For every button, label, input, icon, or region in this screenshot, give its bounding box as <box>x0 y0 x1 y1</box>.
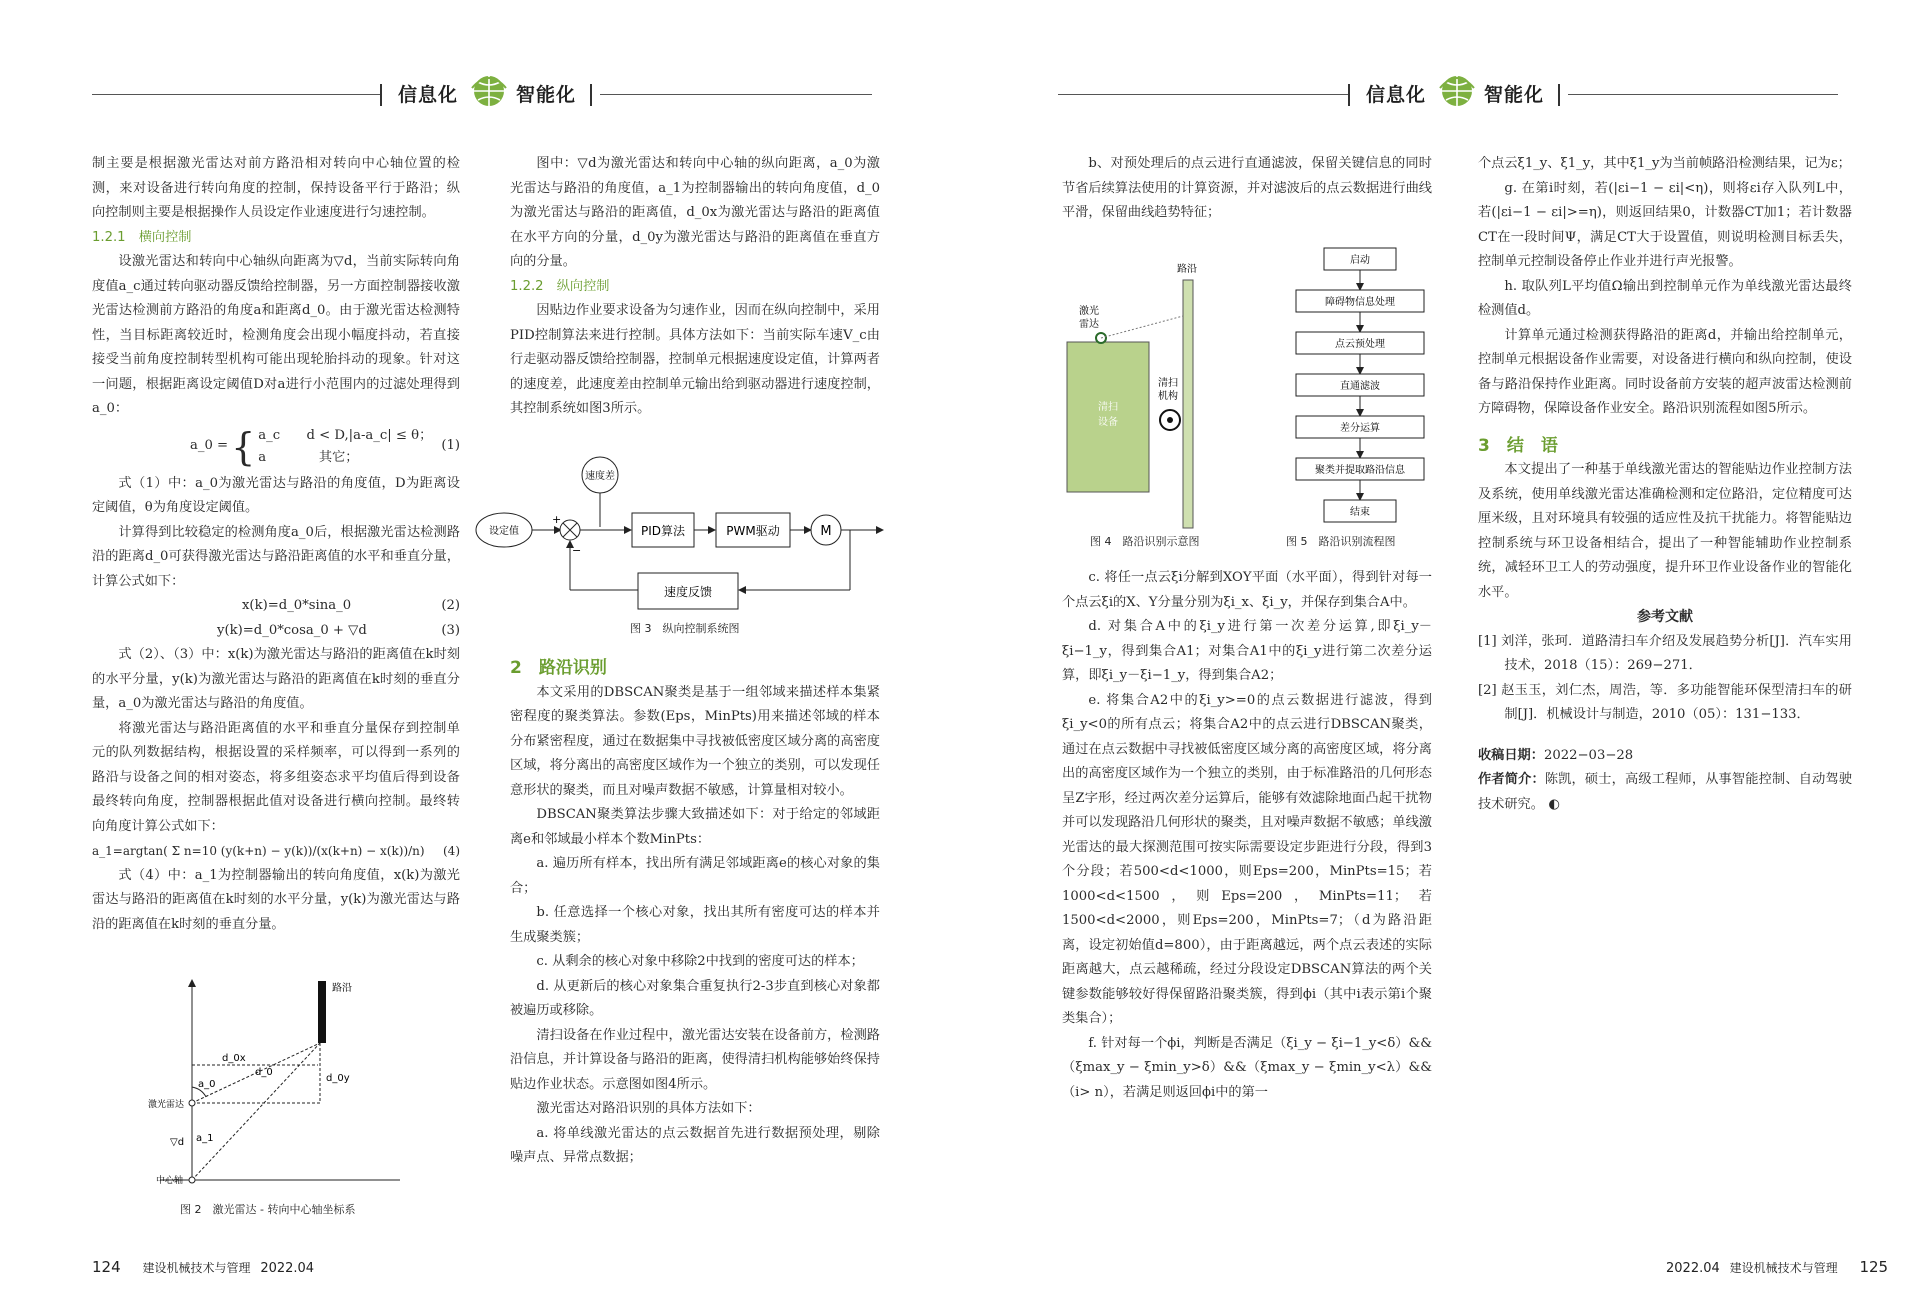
label-lidar-2: 雷达 <box>1079 319 1099 330</box>
formula-text: y(k)=d_0*cosa_0 + ▽d <box>217 622 367 638</box>
section-heading: 1.2.2 纵向控制 <box>510 278 610 294</box>
label-feedback: 速度反馈 <box>663 585 713 599</box>
formula-text: a_1=argtan( Σ n=10 (y(k+n) − y(k))/(x(k+n) − x(k))/n) <box>92 844 425 858</box>
label-plus: + <box>552 513 562 526</box>
paragraph: f. 针对每一个ϕi，判断是否满足（ξi_y − ξi−1_y<δ）&&（ξmax_y − ξmin_y>δ）&&（ξmax_y − ξmin_y<λ）&&（i> n），若满足则返回ϕi中的第一 <box>1062 1035 1432 1100</box>
paragraph: c. 从剩余的核心对象中移除2中找到的密度可达的样本； <box>536 954 864 969</box>
axis-point <box>189 1177 195 1183</box>
page-number: 125 <box>1859 1258 1889 1276</box>
equation-number: (1) <box>441 438 460 454</box>
label-a1: a_1 <box>196 1133 214 1144</box>
label-mech-1: 清扫 <box>1158 378 1178 389</box>
label-dx: d_0x <box>222 1053 246 1064</box>
formula-case: a 其它； <box>258 449 359 465</box>
sweeper-hub <box>1167 417 1173 423</box>
column-2 <box>510 152 880 422</box>
header-tick <box>1348 84 1350 106</box>
paragraph: 个点云ξ1_y、ξ1_y，其中ξ1_y为当前帧路沿检测结果，记为ε； <box>1478 156 1851 171</box>
received-label: 收稿日期： <box>1478 747 1544 763</box>
figure-2 <box>140 975 440 1220</box>
footer-left <box>92 1258 314 1276</box>
label-minus: − <box>572 544 582 557</box>
figure-caption: 图 3 纵向控制系统图 <box>630 622 740 635</box>
label-road: 路沿 <box>332 983 352 994</box>
formula-3 <box>92 619 460 644</box>
flow-step-label: 点云预处理 <box>1335 339 1385 350</box>
header-word-left: 信息化 <box>398 84 459 106</box>
label-speed-diff: 速度差 <box>585 471 615 482</box>
end-mark-icon: ◐ <box>1543 796 1561 812</box>
flowchart <box>1296 248 1424 522</box>
formula-4 <box>92 839 460 864</box>
journal-name: 建设机械技术与管理 <box>1729 1261 1838 1275</box>
paragraph: e. 将集合A2中的ξi_y>=0的点云数据进行滤波，得到ξi_y<0的所有点云；将集合A2中的点云进行DBSCAN聚类，通过在点云数据中寻找被低密度区域分离的高密度区域，将分离出的高密度区域作为一个独立的类别，由于标准路沿的几何形态呈Z字形，经过两次差分运算后，能够有效滤除地面凸起干扰物并可以发现路沿几何形状的聚类，且对噪声数据不敏感；单线激光雷达的最大探测范围可按实际需要设定步距进行分段，得到3个分段；若500<d<1000，则Eps=200，MinPts=15；若1000<d<1500，则Eps=200，MinPts=11；若1500<d<2000，则Eps=200，MinPts=7；（d为路沿距离，设定初始值d=800），由于距离越远，两个点云表述的实际距离越大，点云越稀疏，经过分段设定DBSCAN算法的两个关键参数能够较好得保留路沿聚类簇，得到ϕi（其中i表示第i个聚类集合）； <box>1062 692 1432 1026</box>
author-label: 作者简介： <box>1478 772 1545 787</box>
column-1 <box>92 152 460 937</box>
paragraph: a. 将单线激光雷达的点云数据首先进行数据预处理，剔除噪声点、异常点数据； <box>510 1125 880 1165</box>
paragraph: 式（1）中：a_0为激光雷达与路沿的角度值，D为距离设定阈值，θ为角度设定阈值。 <box>92 475 460 515</box>
label-device-1: 清扫 <box>1098 402 1118 413</box>
paragraph: a. 遍历所有样本，找出所有满足邻域距离e的核心对象的集合； <box>510 856 880 896</box>
label-vd: ▽d <box>170 1137 185 1148</box>
flow-step-label: 障碍物信息处理 <box>1325 297 1395 308</box>
formula-lhs: a_0 = <box>190 438 229 454</box>
road-strip <box>1183 280 1193 528</box>
brace: { <box>231 424 256 469</box>
figure-5 <box>1270 240 1450 555</box>
lidar-point <box>189 1100 195 1106</box>
paragraph: d. 从更新后的核心对象集合重复执行2-3步直到核心对象都被遍历或移除。 <box>510 978 880 1018</box>
formula-case: a_c d < D,|a-a_c| ≤ θ； <box>258 427 433 443</box>
header-tick <box>1558 84 1560 106</box>
paragraph: 图中：▽d为激光雷达和转向中心轴的纵向距离，a_0为激光雷达与路沿的角度值，a_1为控制器输出的转向角度值，d_0为激光雷达与路沿的距离值，d_0x为激光雷达与路沿的距离值在水平方向的分量，d_0y为激光雷达与路沿的距离值在垂直方向的分量。 <box>510 156 880 269</box>
label-motor: M <box>820 524 832 539</box>
page-number: 124 <box>92 1258 121 1276</box>
flow-step-label: 直通滤波 <box>1340 381 1380 392</box>
formula-1 <box>92 422 460 472</box>
header-word-right: 智能化 <box>516 84 577 106</box>
globe-icon <box>468 70 510 112</box>
column-4 <box>1478 152 1852 817</box>
author-value: 陈凯，硕士，高级工程师，从事智能控制、自动驾驶技术研究。 <box>1478 772 1853 812</box>
equation-number: (4) <box>443 844 460 858</box>
header-tick <box>380 84 382 106</box>
figure-caption: 图 2 激光雷达 - 转向中心轴坐标系 <box>180 1203 356 1216</box>
section-heading: 2 路沿识别 <box>510 658 607 678</box>
label-dy: d_0y <box>326 1073 350 1084</box>
label-axis: 中心轴 <box>156 1176 184 1186</box>
header-rule-left-2 <box>600 94 872 95</box>
reference-item: [2] 赵玉玉，刘仁杰，周浩，等．多功能智能环保型清扫车的研制[J]．机械设计与制造，2010（05）：131−133． <box>1478 682 1852 722</box>
scan-line <box>1101 316 1183 338</box>
paragraph: 本文提出了一种基于单线激光雷达的智能贴边作业控制方法及系统，使用单线激光雷达准确检测和定位路沿，定位精度可达厘米级，且对环境具有较强的适应性及抗干扰能力。将智能贴边控制系统与环卫设备相结合，提出了一种智能辅助作业控制系统，减轻环卫工人的劳动强度，提升环卫作业设备作业的智能化水平。 <box>1478 462 1852 600</box>
issue: 2022.04 <box>1666 1261 1720 1276</box>
label-a0: a_0 <box>198 1079 216 1090</box>
label-pid: PID算法 <box>640 524 686 538</box>
paragraph: b. 任意选择一个核心对象，找出其所有密度可达的样本并生成聚类簇； <box>510 905 880 945</box>
paragraph: 因贴边作业要求设备为匀速作业，因而在纵向控制中，采用PID控制算法来进行控制。具体方法如下：当前实际车速V_c由行走驱动器反馈给控制器，控制单元根据速度设定值，计算两者的速度差，此速度差由控制单元输出给到驱动器进行速度控制，其控制系统如图3所示。 <box>510 303 880 416</box>
figure-4 <box>1055 250 1225 555</box>
formula-text: x(k)=d_0*sina_0 <box>242 598 352 613</box>
column-3 <box>1062 152 1432 226</box>
flow-step-label: 结束 <box>1350 507 1370 518</box>
figure-3 <box>470 455 890 640</box>
formula-2 <box>92 594 460 619</box>
paragraph: h. 取队列L平均值Ω输出到控制单元作为单线激光雷达最终检测值d。 <box>1478 278 1852 318</box>
column-3-lower <box>1062 566 1432 1105</box>
paragraph: 将激光雷达与路沿距离值的水平和垂直分量保存到控制单元的队列数据结构，根据设置的采样频率，可以得到一系列的路沿与设备之间的相对姿态，将多组姿态求平均值后得到设备最终转向角度，控制器根据此值对设备进行横向控制。最终转向角度计算公式如下： <box>92 720 460 834</box>
figure-caption: 图 4 路沿识别示意图 <box>1090 535 1200 548</box>
paragraph: DBSCAN聚类算法步骤大致描述如下：对于给定的邻域距离e和邻域最小样本个数MinPts： <box>510 807 880 847</box>
section-heading: 1.2.1 横向控制 <box>92 229 192 245</box>
label-lidar-1: 激光 <box>1079 306 1099 317</box>
column-2-lower <box>510 656 880 1171</box>
road-edge-bar <box>318 981 326 1043</box>
label-device-2: 设备 <box>1098 417 1118 428</box>
flow-step-label: 启动 <box>1350 255 1370 266</box>
paragraph: b、对预处理后的点云进行直通滤波，保留关键信息的同时节省后续算法使用的计算资源，并对滤波后的点云数据进行曲线平滑，保留曲线趋势特征； <box>1062 156 1432 220</box>
label-road: 路沿 <box>1177 264 1197 275</box>
flow-step-label: 差分运算 <box>1340 423 1380 434</box>
section-heading: 3 结 语 <box>1478 435 1558 456</box>
received-value: 2022−03−28 <box>1543 747 1634 763</box>
equation-number: (3) <box>441 622 460 638</box>
header-rule-left <box>92 94 380 95</box>
paragraph: 激光雷达对路沿识别的具体方法如下： <box>536 1101 761 1116</box>
label-setpoint: 设定值 <box>489 526 519 537</box>
paragraph: 计算单元通过检测获得路沿的距离d，并输出给控制单元，控制单元根据设备作业需要，对设备进行横向和纵向控制，使设备与路沿保持作业距离。同时设备前方安装的超声波雷达检测前方障碍物，保障设备作业安全。路沿识别流程如图5所示。 <box>1478 327 1852 416</box>
header-rule-right-2 <box>1568 94 1838 95</box>
author-info <box>1478 768 1852 817</box>
label-lidar: 激光雷达 <box>148 1100 185 1110</box>
paragraph: 式（2）、（3）中：x(k)为激光雷达与路沿的距离值在k时刻的水平分量，y(k)为激光雷达与路沿的距离值在k时刻的垂直分量，a_0为激光雷达与路沿的角度值。 <box>92 647 460 711</box>
paragraph: 设激光雷达和转向中心轴纵向距离为▽d，当前实际转向角度值a_c通过转向驱动器反馈给控制器，另一方面控制器接收激光雷达检测前方路沿的角度a和距离d_0。由于激光雷达检测特性，当目标距离较近时，检测角度会出现小幅度抖动，若直接接受当前角度控制转型机构可能出现轮胎抖动的现象。针对这一问题，根据距离设定阈值D对a进行小范围内的过滤处理得到a_0： <box>92 254 460 416</box>
reference-item: [1] 刘洋，张珂．道路清扫车介绍及发展趋势分析[J]．汽车实用技术，2018（15）：269−271． <box>1478 633 1852 673</box>
header-word-left: 信息化 <box>1366 84 1427 106</box>
references-title: 参考文献 <box>1637 609 1693 625</box>
journal-name: 建设机械技术与管理 <box>142 1261 251 1275</box>
received-date <box>1478 744 1852 769</box>
paragraph: 式（4）中：a_1为控制器输出的转向角度值，x(k)为激光雷达与路沿的距离值在k时刻的水平分量，y(k)为激光雷达与路沿的距离值在k时刻的垂直分量。 <box>92 867 460 932</box>
header-word-right: 智能化 <box>1484 84 1545 106</box>
header-tick <box>590 84 592 106</box>
paragraph: c. 将任一点云ξi分解到XOY平面（水平面），得到针对每一个点云ξi的X、Y分量分别为ξi_x、ξi_y，并保存到集合A中。 <box>1062 570 1432 610</box>
paragraph: d. 对集合A中的ξi_y进行第一次差分运算,即ξi_y－ξi−1_y，得到集合A1；对集合A1中的ξi_y进行第二次差分运算，即ξi_y－ξi−1_y，得到集合A2； <box>1062 619 1432 683</box>
paragraph: g. 在第i时刻，若(|εi−1 − εi|<η)，则将εi存入队列L中，若(|εi−1 − εi|>=η)，则返回结果0，计数器CT加1；若计数器CT在一段时间Ψ，满足CT大于设置值，则说明检测目标丢失，控制单元控制设备停止作业并进行声光报警。 <box>1478 180 1852 269</box>
label-d0: d_0 <box>255 1067 273 1078</box>
paragraph: 清扫设备在作业过程中，激光雷达安装在设备前方，检测路沿信息，并计算设备与路沿的距离，使得清扫机构能够始终保持贴边作业状态。示意图如图4所示。 <box>510 1027 880 1092</box>
figure-caption: 图 5 路沿识别流程图 <box>1286 535 1396 548</box>
globe-icon <box>1436 70 1478 112</box>
paragraph: 制主要是根据激光雷达对前方路沿相对转向中心轴位置的检测，来对设备进行转向角度的控制，保持设备平行于路沿；纵向控制则主要是根据操作人员设定作业速度进行匀速控制。 <box>92 156 460 220</box>
issue: 2022.04 <box>260 1261 315 1276</box>
a1-line <box>192 1043 320 1180</box>
equation-number: (2) <box>441 598 460 613</box>
flow-step-label: 聚类并提取路沿信息 <box>1315 465 1405 476</box>
header-rule-right <box>1058 94 1348 95</box>
paragraph: 计算得到比较稳定的检测角度a_0后，根据激光雷达检测路沿的距离d_0可获得激光雷达与路沿距离值的水平和垂直分量，计算公式如下： <box>92 524 460 589</box>
label-mech-2: 机构 <box>1158 391 1178 402</box>
footer-right <box>1666 1258 1888 1276</box>
paragraph: 本文采用的DBSCAN聚类是基于一组邻域来描述样本集紧密程度的聚类算法。参数(Eps，MinPts)用来描述邻域的样本分布紧密程度，通过在数据集中寻找被低密度区域分离的高密度区域，将分离出的高密度区域作为一个独立的类别，可以发现任意形状的聚类，而且对噪声数据不敏感，计算量相对较小。 <box>510 684 880 798</box>
label-pwm: PWM驱动 <box>726 524 780 538</box>
